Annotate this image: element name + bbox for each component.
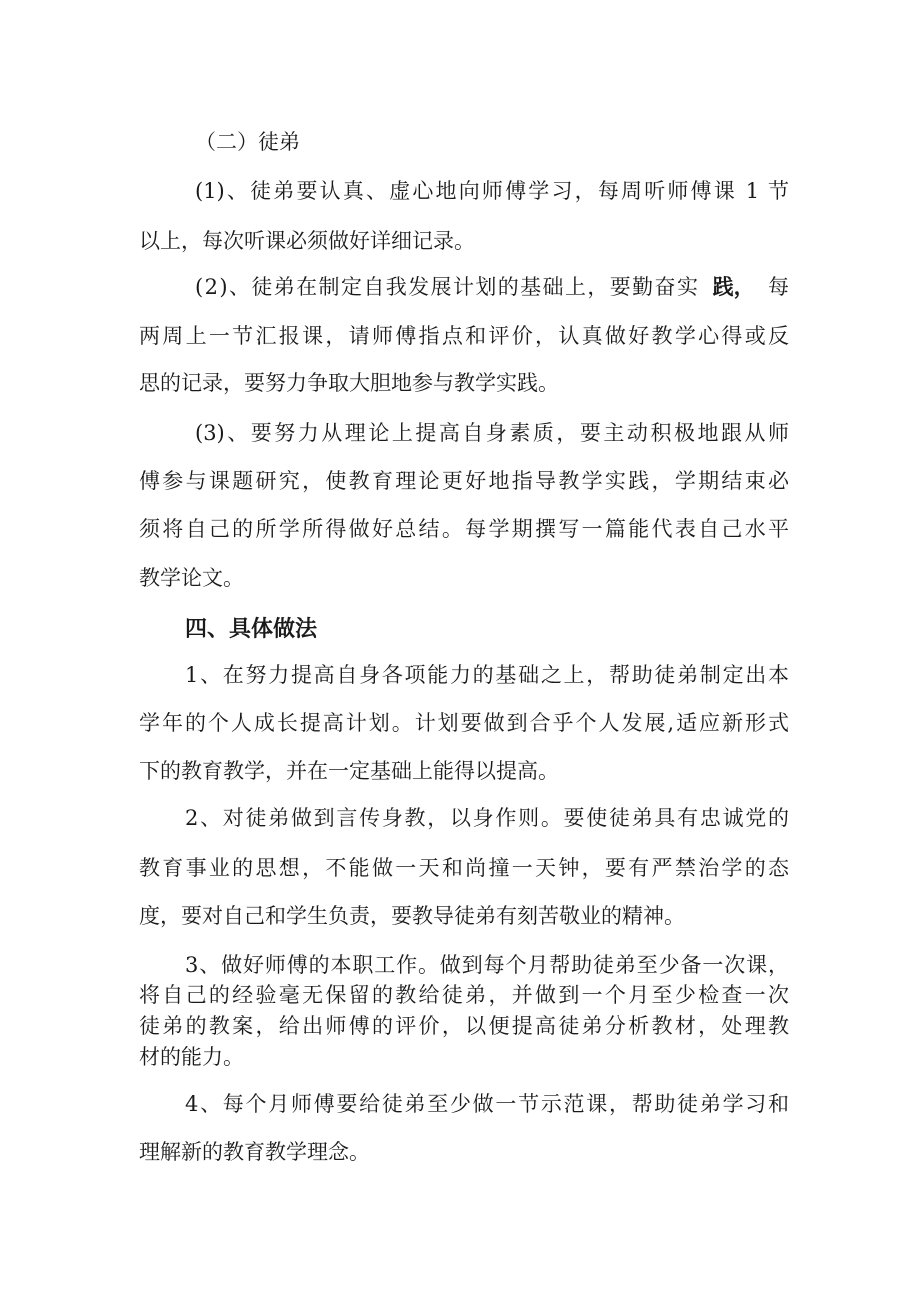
paragraph-line: 4、每个月师傅要给徒弟至少做一节示范课，帮助徒弟学习和: [185, 1092, 789, 1116]
section-heading: 四、具体做法: [185, 616, 318, 642]
paragraph-line: 教学论文。: [139, 566, 244, 590]
paragraph-line: (1)、徒弟要认真、虚心地向师傅学习，每周听师傅课 1 节: [195, 179, 789, 203]
paragraph-line: 教育事业的思想，不能做一天和尚撞一天钟，要有严禁治学的态: [139, 856, 789, 880]
paragraph-line: 须将自己的所学所得做好总结。每学期撰写一篇能代表自己水平: [139, 517, 789, 541]
paragraph-line: 将自己的经验毫无保留的教给徒弟，并做到一个月至少检查一次: [139, 983, 789, 1007]
paragraph-line: 下的教育教学，并在一定基础上能得以提高。: [139, 759, 559, 783]
paragraph-line: 傅参与课题研究，使教育理论更好地指导教学实践，学期结束必: [139, 469, 789, 493]
bold-segment: 践，: [712, 274, 755, 299]
paragraph-line: 度，要对自己和学生负责，要教导徒弟有刻苦敬业的精神。: [139, 904, 685, 928]
paragraph-line: [195, 272, 789, 302]
paragraph-line: 学年的个人成长提高计划。计划要做到合乎个人发展,适应新形式: [139, 711, 789, 735]
paragraph-line-segment: 每: [767, 275, 789, 299]
paragraph-line: 两周上一节汇报课，请师傅指点和评价，认真做好教学心得或反: [139, 324, 789, 348]
paragraph-line: 材的能力。: [139, 1045, 244, 1069]
paragraph-line-segment: (2)、徒弟在制定自我发展计划的基础上，要勤奋实: [195, 275, 700, 299]
paragraph-line: 1、在努力提高自身各项能力的基础之上，帮助徒弟制定出本: [185, 663, 789, 687]
paragraph-line: 3、做好师傅的本职工作。做到每个月帮助徒弟至少备一次课，: [185, 953, 789, 977]
paragraph-line: 理解新的教育教学理念。: [139, 1140, 370, 1164]
paragraph-line: 徒弟的教案，给出师傅的评价，以便提高徒弟分析教材，处理教: [139, 1014, 789, 1038]
paragraph-line: (3)、要努力从理论上提高自身素质，要主动积极地跟从师: [195, 421, 789, 445]
paragraph-line: 以上，每次听课必须做好详细记录。: [139, 229, 475, 253]
paragraph-line: 思的记录，要努力争取大胆地参与教学实践。: [139, 371, 559, 395]
paragraph-line: 2、对徒弟做到言传身教，以身作则。要使徒弟具有忠诚党的: [185, 806, 789, 830]
subsection-title: （二）徒弟: [195, 130, 300, 154]
